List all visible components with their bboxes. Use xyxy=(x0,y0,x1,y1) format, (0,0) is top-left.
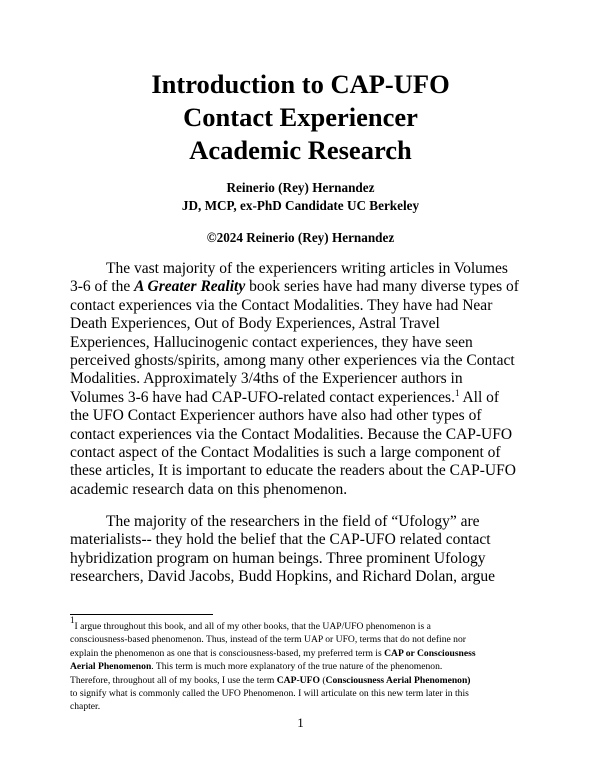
author-credentials: JD, MCP, ex-PhD Candidate UC Berkeley xyxy=(181,198,420,213)
paragraph-line: The majority of the researchers in the field of “Ufology” are xyxy=(106,513,480,530)
paragraph-line: these articles, It is important to educate the readers about the CAP-UFO xyxy=(70,462,516,480)
footnote-line: consciousness-based phenomenon. Thus, instead of the term UAP or UFO, terms that do not define nor xyxy=(70,634,466,646)
text-span: All of xyxy=(459,388,500,406)
paragraph-line: hybridization program on human beings. Three prominent Ufology xyxy=(70,549,486,567)
emphasis-term: Aerial Phenomenon xyxy=(70,661,152,673)
book-title: A Greater Reality xyxy=(134,278,246,296)
paragraph-line: The vast majority of the experiencers writing articles in Volumes xyxy=(106,260,508,277)
paragraph-1 xyxy=(70,260,540,499)
paragraph-line: the UFO Contact Experiencer authors have also had other types of xyxy=(70,407,482,425)
paragraph-line: materialists-- they hold the belief that the CAP-UFO related contact xyxy=(70,531,491,549)
footnote-separator xyxy=(70,614,213,615)
paragraph-line: contact experiences via the Contact Modalities. They have had Near xyxy=(70,296,493,314)
footnote-line xyxy=(70,660,540,673)
footnote-line xyxy=(70,647,540,660)
footnote-line: chapter. xyxy=(70,701,101,713)
text-span: ( xyxy=(319,674,326,686)
paragraph-line: contact experiences via the Contact Modalities. Because the CAP-UFO xyxy=(70,425,513,443)
emphasis-term: Consciousness Aerial Phenomenon) xyxy=(325,674,471,686)
text-span: I argue throughout this book, and all of my other books, that the UAP/UFO phenomenon is a xyxy=(74,621,431,632)
footnote xyxy=(70,615,540,714)
title-line-1: Introduction to CAP-UFO xyxy=(151,69,450,99)
paragraph-line xyxy=(70,278,540,296)
paragraph-2 xyxy=(70,513,540,587)
title-line-3: Academic Research xyxy=(189,135,412,165)
paragraph-line: Death Experiences, Out of Body Experiences, Astral Travel xyxy=(70,315,440,333)
footnote-line: to signify what is commonly called the UFO Phenomenon. I will articulate on this new term later in this xyxy=(70,687,469,699)
paragraph-line: academic research data on this phenomenon. xyxy=(70,480,348,498)
text-span: . This term is much more explanatory of the true nature of the phenomenon. xyxy=(151,661,443,673)
text-span: book series have had many diverse types of xyxy=(245,278,519,296)
paragraph-line: perceived ghosts/spirits, among many other experiences via the Contact xyxy=(70,351,515,369)
footnote-line xyxy=(70,615,540,633)
paragraph-line: Experiences, Hallucinogenic contact experiences, they have seen xyxy=(70,333,473,351)
page-number: 1 xyxy=(297,715,304,730)
paragraph-line xyxy=(70,389,540,407)
document-title xyxy=(0,68,601,167)
text-span: explain the phenomenon as one that is consciousness-based, my preferred term is xyxy=(70,647,385,659)
text-span: Volumes 3-6 have had CAP-UFO-related contact experiences. xyxy=(70,388,455,406)
text-span: 3-6 of the xyxy=(70,278,135,296)
author-block xyxy=(0,179,601,215)
title-line-2: Contact Experiencer xyxy=(183,102,418,132)
paragraph-line: contact aspect of the Contact Modalities is such a large component of xyxy=(70,443,501,461)
text-span: Therefore, throughout all of my books, I use the term xyxy=(70,674,277,686)
emphasis-term: CAP-UFO xyxy=(276,674,320,686)
emphasis-term: CAP or Consciousness xyxy=(384,647,476,659)
paragraph-line: researchers, David Jacobs, Budd Hopkins, and Richard Dolan, argue xyxy=(70,568,495,586)
copyright-notice: ©2024 Reinerio (Rey) Hernandez xyxy=(206,230,395,245)
footnote-reference[interactable]: 1 xyxy=(454,387,460,398)
footnote-line xyxy=(70,674,540,687)
author-name: Reinerio (Rey) Hernandez xyxy=(226,180,375,195)
paragraph-line: Modalities. Approximately 3/4ths of the Experiencer authors in xyxy=(70,370,463,388)
footnote-marker: 1 xyxy=(70,615,75,625)
